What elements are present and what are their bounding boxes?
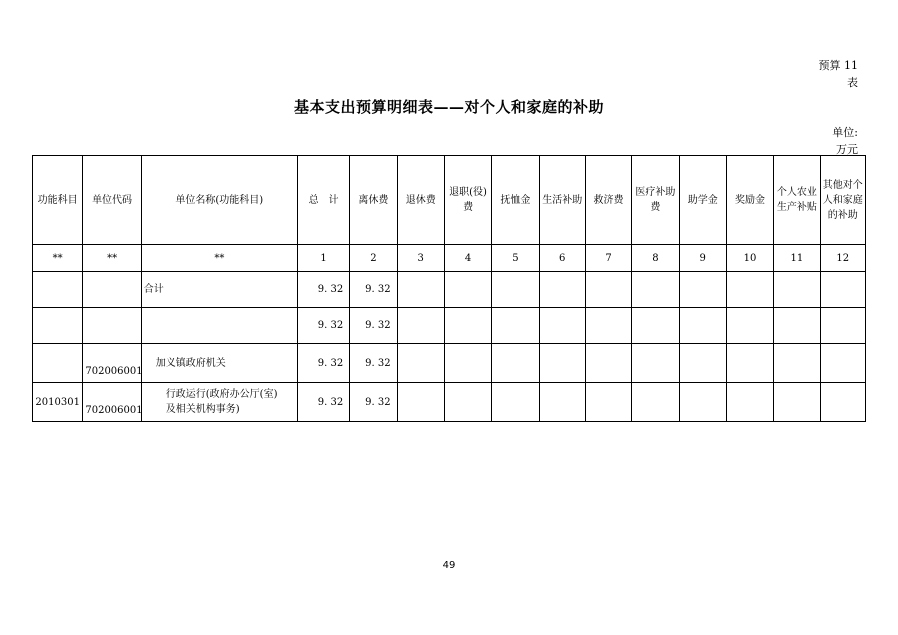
budget-table xyxy=(32,155,866,422)
index-cell: 4 xyxy=(444,245,491,272)
empty-cell xyxy=(820,344,865,383)
unit-code-cell: 702006001 xyxy=(83,383,141,422)
unit-name-cell xyxy=(141,272,297,308)
empty-cell xyxy=(726,272,773,308)
empty-cell xyxy=(774,344,820,383)
retirement-li-cell: 9. 32 xyxy=(350,344,397,383)
retirement-li-cell: 9. 32 xyxy=(350,383,397,422)
func-code-cell: 2010301 xyxy=(33,383,83,422)
empty-cell xyxy=(774,308,820,344)
unit-label: 单位: xyxy=(832,126,858,139)
unit-name-text: 行政运行(政府办公厅(室)及相关机构事务) xyxy=(165,389,278,415)
empty-cell xyxy=(492,383,539,422)
header-cell: 单位名称(功能科目) xyxy=(141,156,297,245)
unit-name-text: 合计 xyxy=(143,284,164,295)
empty-cell xyxy=(585,344,631,383)
index-cell: 11 xyxy=(774,245,820,272)
total-cell: 9. 32 xyxy=(297,308,349,344)
empty-cell xyxy=(820,308,865,344)
header-cell: 离休费 xyxy=(350,156,397,245)
empty-cell xyxy=(539,308,585,344)
unit-name-cell xyxy=(141,308,297,344)
empty-cell xyxy=(820,383,865,422)
empty-cell xyxy=(820,272,865,308)
index-cell: 12 xyxy=(820,245,865,272)
index-cell: 8 xyxy=(632,245,679,272)
index-cell: 2 xyxy=(350,245,397,272)
header-cell: 功能科目 xyxy=(33,156,83,245)
header-row xyxy=(33,156,866,245)
empty-cell xyxy=(492,308,539,344)
empty-cell xyxy=(444,344,491,383)
index-row xyxy=(33,245,866,272)
empty-cell xyxy=(585,383,631,422)
unit-name-text: 加义镇政府机关 xyxy=(155,357,226,369)
empty-cell xyxy=(726,383,773,422)
index-cell: ** xyxy=(33,245,83,272)
func-code-cell xyxy=(33,272,83,308)
index-cell: 3 xyxy=(397,245,444,272)
empty-cell xyxy=(632,383,679,422)
empty-cell xyxy=(492,344,539,383)
index-cell: 1 xyxy=(297,245,349,272)
func-code-cell xyxy=(33,344,83,383)
empty-cell xyxy=(774,272,820,308)
func-code-cell xyxy=(33,308,83,344)
index-cell: 10 xyxy=(726,245,773,272)
retirement-li-cell: 9. 32 xyxy=(350,308,397,344)
index-cell: 5 xyxy=(492,245,539,272)
empty-cell xyxy=(397,383,444,422)
index-cell: 6 xyxy=(539,245,585,272)
header-cell: 生活补助 xyxy=(539,156,585,245)
empty-cell xyxy=(585,308,631,344)
index-cell: 9 xyxy=(679,245,726,272)
index-cell: ** xyxy=(83,245,141,272)
total-cell: 9. 32 xyxy=(297,344,349,383)
empty-cell xyxy=(539,383,585,422)
unit-name-cell xyxy=(141,344,297,383)
header-cell: 医疗补助费 xyxy=(632,156,679,245)
unit-code-cell: 702006001 xyxy=(83,344,141,383)
table-row xyxy=(33,383,866,422)
index-cell: ** xyxy=(141,245,297,272)
header-cell: 退休费 xyxy=(397,156,444,245)
index-cell: 7 xyxy=(585,245,631,272)
header-cell: 总 计 xyxy=(297,156,349,245)
unit-code-cell xyxy=(83,272,141,308)
total-cell: 9. 32 xyxy=(297,383,349,422)
total-cell: 9. 32 xyxy=(297,272,349,308)
empty-cell xyxy=(585,272,631,308)
unit-note xyxy=(832,124,858,158)
empty-cell xyxy=(539,272,585,308)
form-number-line1: 预算 11 xyxy=(818,59,858,72)
page-number: 49 xyxy=(442,560,456,571)
empty-cell xyxy=(632,272,679,308)
page-title: 基本支出预算明细表——对个人和家庭的补助 xyxy=(293,98,604,116)
header-cell: 退职(役)费 xyxy=(444,156,491,245)
form-number-line2: 表 xyxy=(847,76,858,89)
empty-cell xyxy=(632,308,679,344)
header-cell: 其他对个人和家庭的补助 xyxy=(820,156,865,245)
empty-cell xyxy=(774,383,820,422)
header-cell: 奖励金 xyxy=(726,156,773,245)
retirement-li-cell: 9. 32 xyxy=(350,272,397,308)
empty-cell xyxy=(726,308,773,344)
empty-cell xyxy=(492,272,539,308)
empty-cell xyxy=(444,272,491,308)
table-row xyxy=(33,308,866,344)
form-number xyxy=(819,57,859,91)
empty-cell xyxy=(632,344,679,383)
unit-code-cell xyxy=(83,308,141,344)
empty-cell xyxy=(679,383,726,422)
empty-cell xyxy=(397,308,444,344)
table-row xyxy=(33,344,866,383)
unit-value: 万元 xyxy=(836,143,858,156)
empty-cell xyxy=(726,344,773,383)
header-cell: 助学金 xyxy=(679,156,726,245)
header-cell: 救济费 xyxy=(585,156,631,245)
table-row xyxy=(33,272,866,308)
unit-name-cell xyxy=(141,383,297,422)
header-cell: 单位代码 xyxy=(83,156,141,245)
empty-cell xyxy=(444,308,491,344)
empty-cell xyxy=(679,272,726,308)
empty-cell xyxy=(679,344,726,383)
empty-cell xyxy=(539,344,585,383)
empty-cell xyxy=(679,308,726,344)
empty-cell xyxy=(444,383,491,422)
header-cell: 抚恤金 xyxy=(492,156,539,245)
header-cell: 个人农业生产补贴 xyxy=(774,156,820,245)
empty-cell xyxy=(397,272,444,308)
empty-cell xyxy=(397,344,444,383)
